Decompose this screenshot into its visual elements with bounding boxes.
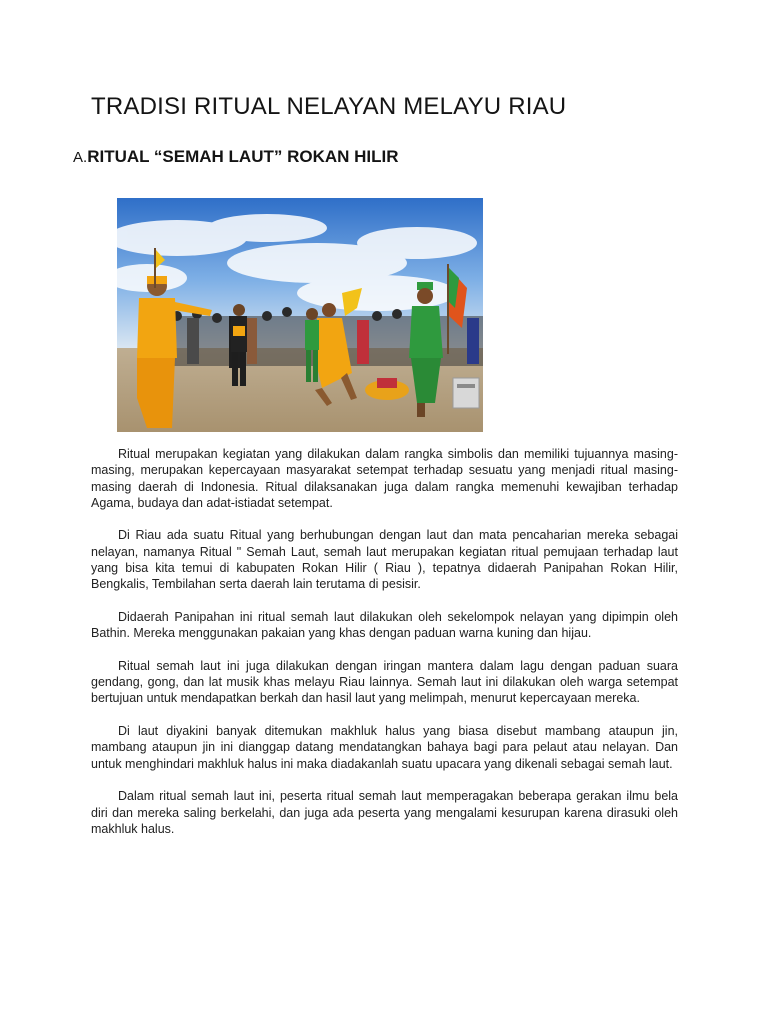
paragraph-6: Dalam ritual semah laut ini, peserta ritual semah laut memperagakan beberapa gerakan ilmu bela diri dan mereka saling berkelahi, dan juga ada peserta yang mengalami kesurupan karena dirasuki oleh makhluk halus. [91,789,678,836]
paragraph-3: Didaerah Panipahan ini ritual semah laut dilakukan oleh sekelompok nelayan yang dipimpin oleh Bathin. Mereka menggunakan pakaian yang khas dengan paduan warna kuning dan hijau. [91,609,678,641]
music-box [453,378,479,408]
paragraph-2: Di Riau ada suatu Ritual yang berhubungan dengan laut dan mata pencaharian mereka sebagai nelayan, namanya Ritual " Semah Laut, semah laut merupakan kegiatan ritual pemujaan terhadap laut yang bisa kita temui di kabupaten Rokan Hilir ( Riau ), tepatnya didaerah Panipahan Rokan Hilir, Bengkalis, Tembilahan serta daerah lain terutama di pesisir. [91,528,678,592]
section-heading [73,141,399,169]
section-heading-text: RITUAL “SEMAH LAUT” ROKAN HILIR [87,147,399,166]
ritual-photo [117,198,483,432]
paragraph-5: Di laut diyakini banyak ditemukan makhluk halus yang biasa disebut mambang ataupun jin, mambang ataupun jin ini dianggap datang mendatangkan bahaya bagi para pelaut atau nelayan. Dan untuk menghindari makhluk halus ini maka diadakanlah suatu upacara yang dikenali sebagai semah laut. [91,724,678,771]
section-letter: A. [73,149,88,166]
paragraph-1: Ritual merupakan kegiatan yang dilakukan dalam rangka simbolis dan memiliki tujuannya masing-masing, merupakan kepercayaan masyarakat setempat terhadap sesuatu yang menjadi ritual masing-masing daerah di Indonesia. Ritual dilaksanakan juga dalam rangka memenuhi kewajiban terhadap Agama, budaya dan adat-istiadat setempat. [91,447,678,510]
page-title: TRADISI RITUAL NELAYAN MELAYU RIAU [91,93,567,120]
paragraph-4: Ritual semah laut ini juga dilakukan dengan iringan mantera dalam lagu dengan paduan suara gendang, gong, dan lat musik khas melayu Riau lainnya. Semah laut ini dilakukan oleh warga setempat bertujuan untuk mendapatkan berkah dan hasil laut yang melimpah, menurut kepercayaan mereka. [91,658,678,706]
body-text [91,446,678,853]
